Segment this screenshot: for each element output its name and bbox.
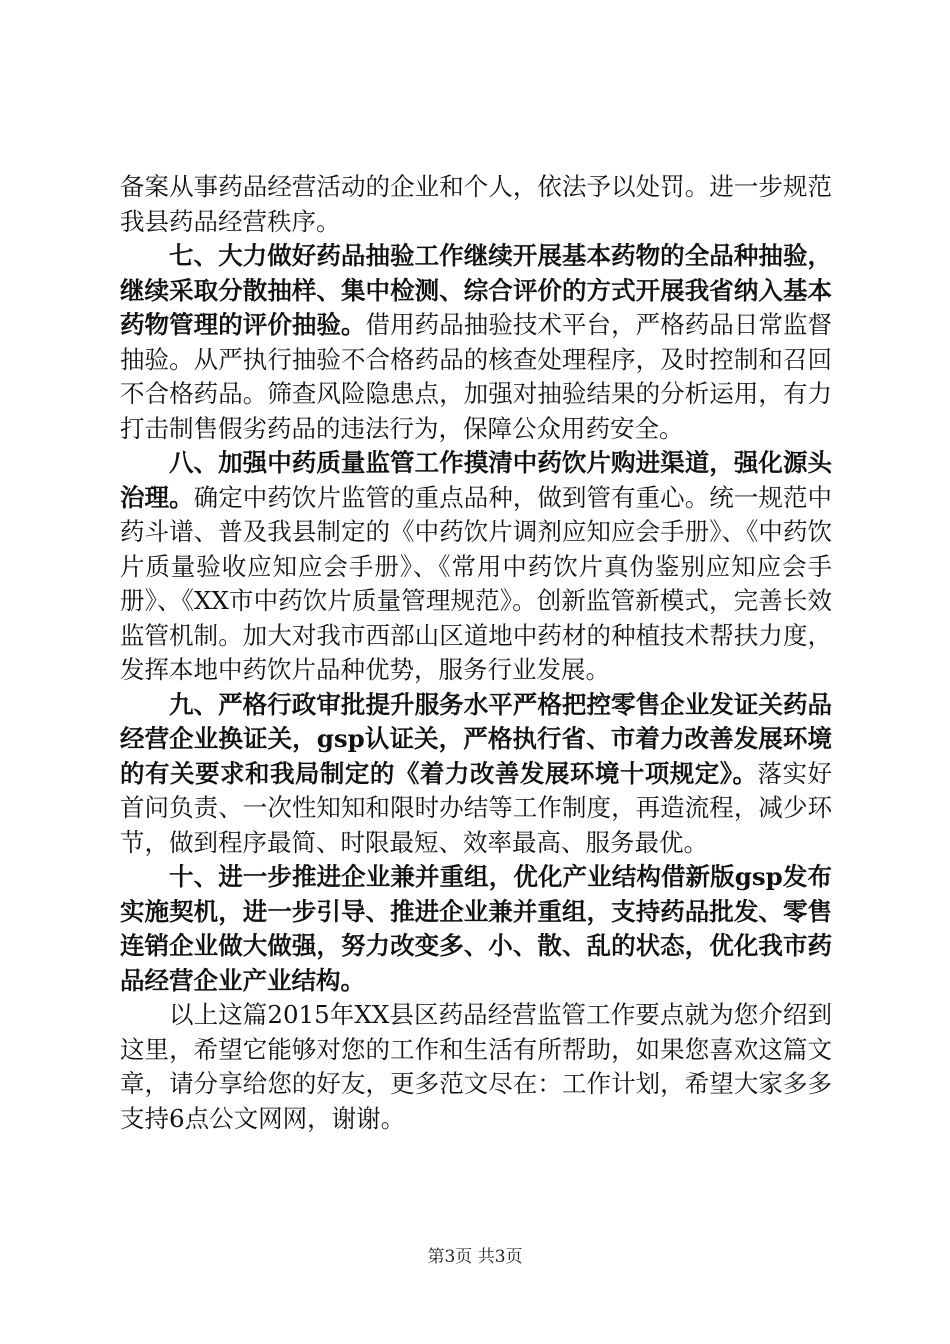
- closing-text: 以上这篇2015年XX县区药品经营监管工作要点就为您介绍到这里，希望它能够对您的工作和生活有所帮助，如果您喜欢这篇文章，请分享给您的好友，更多范文尽在：工作计划，希望大家多多支持6点公文网网，谢谢。: [120, 1000, 832, 1133]
- paragraph-section-8: [120, 446, 832, 688]
- document-body: [120, 170, 832, 1136]
- paragraph-text: 备案从事药品经营活动的企业和个人，依法予以处罚。进一步规范我县药品经营秩序。: [120, 172, 832, 236]
- section-10-heading: 十、进一步推进企业兼并重组，优化产业结构借新版gsp发布实施契机，进一步引导、推进企业兼并重组，支持药品批发、零售连销企业做大做强，努力改变多、小、散、乱的状态，优化我市药品经营企业产业结构。: [120, 862, 832, 995]
- section-7-heading: 七、大力做好药品抽验工作继续开展基本药物的全品种抽验，继续采取分散抽样、集中检测、综合评价的方式开展我省纳入基本药物管理的评价抽验。: [120, 241, 832, 339]
- paragraph-section-7: [120, 239, 832, 446]
- page-footer: 第3页 共3页: [427, 1247, 523, 1267]
- paragraph-section-9: [120, 688, 832, 861]
- section-9-text: 落实好首问负责、一次性知知和限时办结等工作制度，再造流程，减少环节，做到程序最简、时限最短、效率最高、服务最优。: [120, 758, 832, 857]
- section-7-text: 借用药品抽验技术平台，严格药品日常监督抽验。从严执行抽验不合格药品的核查处理程序，及时控制和召回不合格药品。筛查风险隐患点，加强对抽验结果的分析运用，有力打击制售假劣药品的违法行为，保障公众用药安全。: [120, 310, 833, 443]
- section-9-heading: 九、严格行政审批提升服务水平严格把控零售企业发证关药品经营企业换证关，gsp认证关，严格执行省、市着力改善发展环境的有关要求和我局制定的《着力改善发展环境十项规定》。: [120, 689, 832, 788]
- paragraph-section-10: [120, 860, 832, 998]
- paragraph-continuation: [120, 170, 832, 239]
- paragraph-closing: [120, 998, 832, 1136]
- section-8-heading: 八、加强中药质量监管工作摸清中药饮片购进渠道，强化源头治理。: [120, 448, 832, 512]
- section-8-text: 确定中药饮片监管的重点品种，做到管有重心。统一规范中药斗谱、普及我县制定的《中药饮片调剂应知应会手册》、《中药饮片质量验收应知应会手册》、《常用中药饮片真伪鉴别应知应会手册》、《XX市中药饮片质量管理规范》。创新监管新模式，完善长效监管机制。加大对我市西部山区道地中药材的种植技术帮扶力度，发挥本地中药饮片品种优势，服务行业发展。: [120, 482, 833, 684]
